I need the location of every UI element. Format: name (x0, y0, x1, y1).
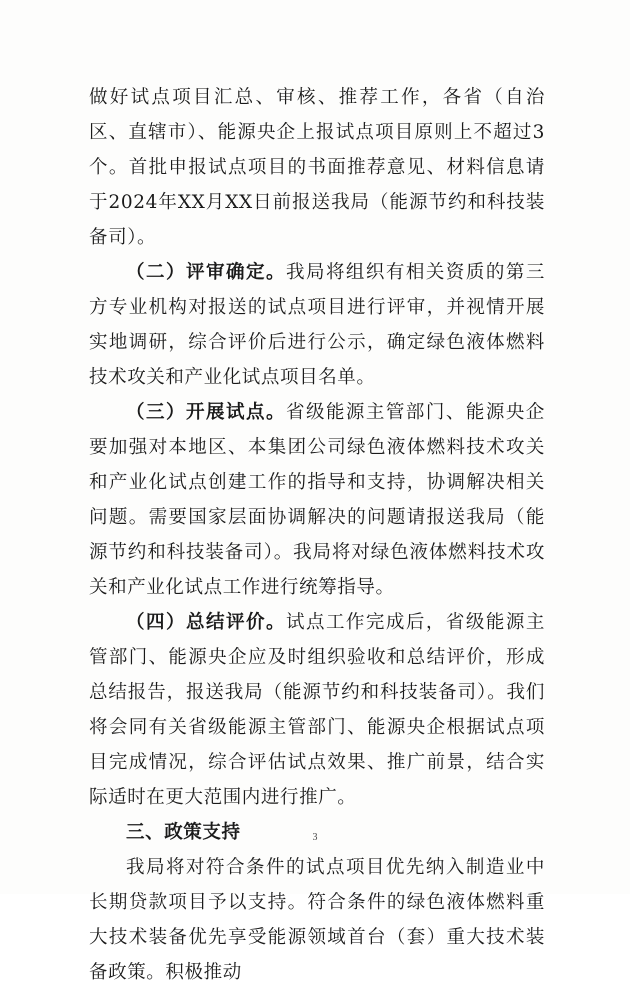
paragraph-summary-text: 试点工作完成后，省级能源主管部门、能源央企应及时组织验收和总结评价，形成总结报告，报送我局（能源节约和科技装备司）。我们将会同有关省级能源主管部门、能源央企根据试点项目完成情况，综合评估试点效果、推广前景，结合实际适时在更大范围内进行推广。 (89, 612, 545, 808)
section-heading-policy-support: 三、政策支持 (126, 822, 241, 843)
document-body (89, 80, 545, 990)
subheading-review: （二）评审确定。 (126, 262, 286, 283)
page-number: 3 (312, 832, 318, 843)
subheading-pilot: （三）开展试点。 (126, 402, 286, 423)
paragraph-pilot-text: 省级能源主管部门、能源央企要加强对本地区、本集团公司绿色液体燃料技术攻关和产业化试点创建工作的指导和支持，协调解决相关问题。需要国家层面协调解决的问题请报送我局（能源节约和科技装备司）。我局将对绿色液体燃料技术攻关和产业化试点工作进行统筹指导。 (89, 402, 545, 598)
subheading-summary: （四）总结评价。 (126, 612, 286, 633)
paragraph-summary (89, 605, 545, 815)
paragraph-policy-support (89, 850, 545, 990)
paragraph-continuation-text: 做好试点项目汇总、审核、推荐工作，各省（自治区、直辖市）、能源央企上报试点项目原则上不超过3个。首批申报试点项目的书面推荐意见、材料信息请于2024年XX月XX日前报送我局（能源节约和科技装备司）。 (89, 87, 545, 248)
paragraph-review-text: 我局将组织有相关资质的第三方专业机构对报送的试点项目进行评审，并视情开展实地调研，综合评价后进行公示，确定绿色液体燃料技术攻关和产业化试点项目名单。 (89, 262, 545, 388)
paragraph-review (89, 255, 545, 395)
paragraph-pilot (89, 395, 545, 605)
paragraph-continuation (89, 80, 545, 255)
paragraph-policy-support-text: 我局将对符合条件的试点项目优先纳入制造业中长期贷款项目予以支持。符合条件的绿色液体燃料重大技术装备优先享受能源领域首台（套）重大技术装备政策。积极推动 (89, 857, 545, 983)
